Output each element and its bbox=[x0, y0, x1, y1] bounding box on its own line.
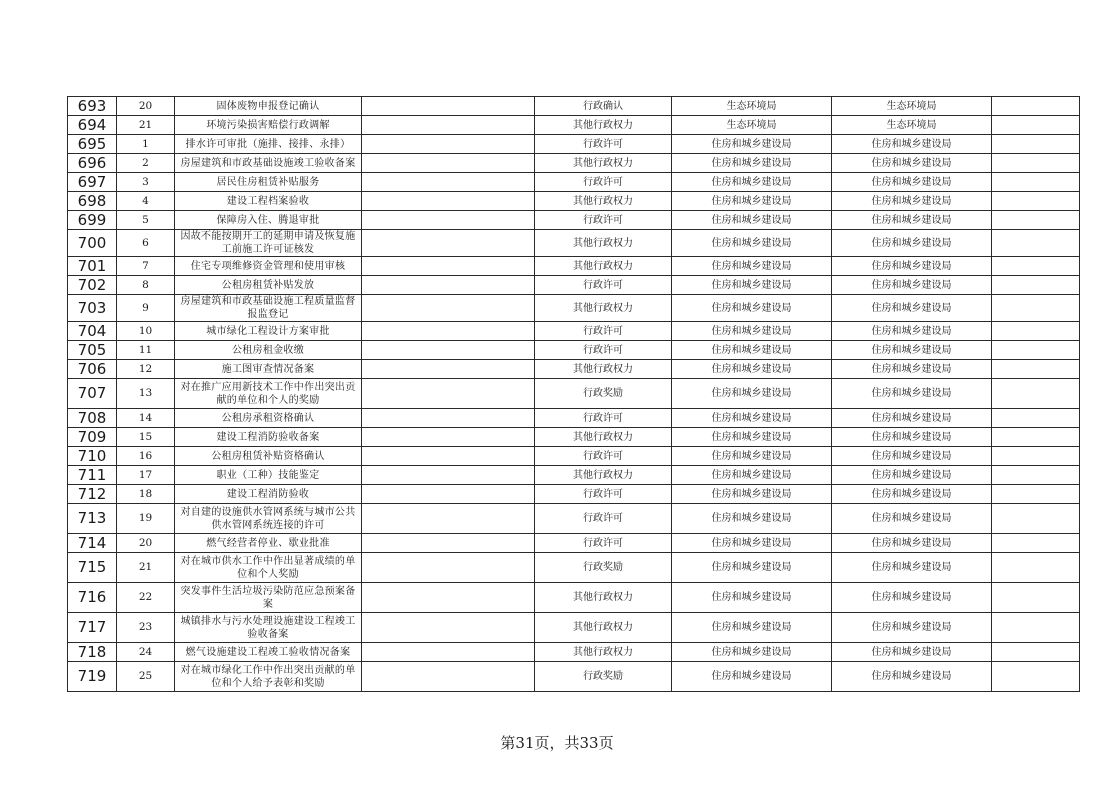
item-name: 燃气经营者停业、歇业批准 bbox=[175, 534, 362, 553]
row-number: 717 bbox=[68, 613, 117, 643]
row-sequence: 10 bbox=[117, 322, 175, 341]
row-number: 693 bbox=[68, 97, 117, 116]
item-name: 燃气设施建设工程竣工验收情况备案 bbox=[175, 643, 362, 662]
remarks bbox=[992, 428, 1080, 447]
responsible-dept: 住房和城乡建设局 bbox=[672, 276, 832, 295]
implementing-dept: 住房和城乡建设局 bbox=[832, 257, 992, 276]
table-row bbox=[68, 662, 1080, 692]
row-number: 696 bbox=[68, 154, 117, 173]
power-type: 其他行政权力 bbox=[535, 643, 672, 662]
item-name: 排水许可审批（施排、接排、永排） bbox=[175, 135, 362, 154]
row-number: 718 bbox=[68, 643, 117, 662]
row-number: 714 bbox=[68, 534, 117, 553]
responsible-dept: 住房和城乡建设局 bbox=[672, 154, 832, 173]
implementing-dept: 住房和城乡建设局 bbox=[832, 211, 992, 230]
remarks bbox=[992, 534, 1080, 553]
item-name: 因故不能按期开工的延期申请及恢复施工前施工许可证核发 bbox=[175, 230, 362, 257]
item-name: 突发事件生活垃圾污染防范应急预案备案 bbox=[175, 583, 362, 613]
table-row bbox=[68, 485, 1080, 504]
item-name: 对在推广应用新技术工作中作出突出贡献的单位和个人的奖励 bbox=[175, 379, 362, 409]
table-row bbox=[68, 341, 1080, 360]
item-name: 施工图审查情况备案 bbox=[175, 360, 362, 379]
remarks bbox=[992, 613, 1080, 643]
row-number: 694 bbox=[68, 116, 117, 135]
page-number-footer: 第31页，共33页 bbox=[500, 734, 614, 752]
implementing-dept: 住房和城乡建设局 bbox=[832, 583, 992, 613]
implementing-dept: 住房和城乡建设局 bbox=[832, 534, 992, 553]
item-name: 环境污染损害赔偿行政调解 bbox=[175, 116, 362, 135]
responsible-dept: 住房和城乡建设局 bbox=[672, 192, 832, 211]
table-row bbox=[68, 409, 1080, 428]
remarks bbox=[992, 97, 1080, 116]
table-row bbox=[68, 230, 1080, 257]
responsible-dept: 住房和城乡建设局 bbox=[672, 135, 832, 154]
row-number: 700 bbox=[68, 230, 117, 257]
row-sequence: 14 bbox=[117, 409, 175, 428]
row-sequence: 25 bbox=[117, 662, 175, 692]
power-type: 行政许可 bbox=[535, 447, 672, 466]
implementing-dept: 住房和城乡建设局 bbox=[832, 613, 992, 643]
item-sub-name bbox=[362, 428, 535, 447]
row-number: 697 bbox=[68, 173, 117, 192]
row-number: 704 bbox=[68, 322, 117, 341]
row-number: 716 bbox=[68, 583, 117, 613]
table-row bbox=[68, 322, 1080, 341]
power-type: 行政许可 bbox=[535, 211, 672, 230]
implementing-dept: 住房和城乡建设局 bbox=[832, 295, 992, 322]
item-sub-name bbox=[362, 135, 535, 154]
responsible-dept: 住房和城乡建设局 bbox=[672, 534, 832, 553]
item-name: 建设工程消防验收备案 bbox=[175, 428, 362, 447]
item-sub-name bbox=[362, 295, 535, 322]
table-row bbox=[68, 257, 1080, 276]
power-type: 行政许可 bbox=[535, 276, 672, 295]
table-row bbox=[68, 447, 1080, 466]
power-type: 行政许可 bbox=[535, 485, 672, 504]
table-row bbox=[68, 192, 1080, 211]
remarks bbox=[992, 485, 1080, 504]
power-type: 行政许可 bbox=[535, 173, 672, 192]
row-number: 698 bbox=[68, 192, 117, 211]
item-name: 对自建的设施供水管网系统与城市公共供水管网系统连接的许可 bbox=[175, 504, 362, 534]
responsible-dept: 住房和城乡建设局 bbox=[672, 447, 832, 466]
item-sub-name bbox=[362, 553, 535, 583]
implementing-dept: 住房和城乡建设局 bbox=[832, 662, 992, 692]
responsible-dept: 住房和城乡建设局 bbox=[672, 341, 832, 360]
power-type: 行政许可 bbox=[535, 534, 672, 553]
item-sub-name bbox=[362, 230, 535, 257]
table-row bbox=[68, 360, 1080, 379]
row-sequence: 9 bbox=[117, 295, 175, 322]
row-sequence: 13 bbox=[117, 379, 175, 409]
item-name: 居民住房租赁补贴服务 bbox=[175, 173, 362, 192]
row-sequence: 21 bbox=[117, 553, 175, 583]
item-sub-name bbox=[362, 504, 535, 534]
item-name: 对在城市供水工作中作出显著成绩的单位和个人奖励 bbox=[175, 553, 362, 583]
power-type: 其他行政权力 bbox=[535, 466, 672, 485]
responsible-dept: 住房和城乡建设局 bbox=[672, 173, 832, 192]
row-number: 706 bbox=[68, 360, 117, 379]
row-sequence: 2 bbox=[117, 154, 175, 173]
remarks bbox=[992, 154, 1080, 173]
implementing-dept: 住房和城乡建设局 bbox=[832, 230, 992, 257]
table-row bbox=[68, 154, 1080, 173]
item-sub-name bbox=[362, 485, 535, 504]
remarks bbox=[992, 360, 1080, 379]
power-type: 其他行政权力 bbox=[535, 116, 672, 135]
row-sequence: 16 bbox=[117, 447, 175, 466]
responsible-dept: 生态环境局 bbox=[672, 97, 832, 116]
remarks bbox=[992, 379, 1080, 409]
power-type: 其他行政权力 bbox=[535, 230, 672, 257]
item-name: 建设工程档案验收 bbox=[175, 192, 362, 211]
responsible-dept: 住房和城乡建设局 bbox=[672, 211, 832, 230]
power-type: 其他行政权力 bbox=[535, 360, 672, 379]
row-sequence: 8 bbox=[117, 276, 175, 295]
power-type: 行政许可 bbox=[535, 341, 672, 360]
power-type: 行政许可 bbox=[535, 504, 672, 534]
implementing-dept: 生态环境局 bbox=[832, 116, 992, 135]
responsible-dept: 住房和城乡建设局 bbox=[672, 583, 832, 613]
responsible-dept: 住房和城乡建设局 bbox=[672, 360, 832, 379]
row-sequence: 1 bbox=[117, 135, 175, 154]
item-sub-name bbox=[362, 583, 535, 613]
item-name: 城市绿化工程设计方案审批 bbox=[175, 322, 362, 341]
row-sequence: 22 bbox=[117, 583, 175, 613]
row-sequence: 7 bbox=[117, 257, 175, 276]
item-sub-name bbox=[362, 466, 535, 485]
table-row bbox=[68, 116, 1080, 135]
row-sequence: 11 bbox=[117, 341, 175, 360]
row-number: 701 bbox=[68, 257, 117, 276]
implementing-dept: 住房和城乡建设局 bbox=[832, 135, 992, 154]
power-type: 其他行政权力 bbox=[535, 428, 672, 447]
item-sub-name bbox=[362, 154, 535, 173]
power-type: 其他行政权力 bbox=[535, 257, 672, 276]
remarks bbox=[992, 341, 1080, 360]
item-sub-name bbox=[362, 192, 535, 211]
item-name: 住宅专项维修资金管理和使用审核 bbox=[175, 257, 362, 276]
implementing-dept: 住房和城乡建设局 bbox=[832, 154, 992, 173]
table-row bbox=[68, 534, 1080, 553]
table-row bbox=[68, 295, 1080, 322]
implementing-dept: 住房和城乡建设局 bbox=[832, 173, 992, 192]
implementing-dept: 住房和城乡建设局 bbox=[832, 360, 992, 379]
remarks bbox=[992, 230, 1080, 257]
table-row bbox=[68, 428, 1080, 447]
item-name: 公租房租赁补贴发放 bbox=[175, 276, 362, 295]
implementing-dept: 住房和城乡建设局 bbox=[832, 504, 992, 534]
power-type: 其他行政权力 bbox=[535, 583, 672, 613]
implementing-dept: 住房和城乡建设局 bbox=[832, 485, 992, 504]
item-name: 房屋建筑和市政基础设施工程质量监督报监登记 bbox=[175, 295, 362, 322]
remarks bbox=[992, 276, 1080, 295]
remarks bbox=[992, 211, 1080, 230]
row-sequence: 21 bbox=[117, 116, 175, 135]
remarks bbox=[992, 322, 1080, 341]
row-number: 702 bbox=[68, 276, 117, 295]
power-type: 行政许可 bbox=[535, 409, 672, 428]
row-sequence: 17 bbox=[117, 466, 175, 485]
implementing-dept: 住房和城乡建设局 bbox=[832, 643, 992, 662]
item-name: 职业（工种）技能鉴定 bbox=[175, 466, 362, 485]
item-name: 公租房承租资格确认 bbox=[175, 409, 362, 428]
implementing-dept: 住房和城乡建设局 bbox=[832, 553, 992, 583]
item-sub-name bbox=[362, 211, 535, 230]
item-name: 房屋建筑和市政基础设施竣工验收备案 bbox=[175, 154, 362, 173]
responsible-dept: 住房和城乡建设局 bbox=[672, 322, 832, 341]
item-sub-name bbox=[362, 613, 535, 643]
table-row bbox=[68, 613, 1080, 643]
row-sequence: 5 bbox=[117, 211, 175, 230]
implementing-dept: 生态环境局 bbox=[832, 97, 992, 116]
responsible-dept: 住房和城乡建设局 bbox=[672, 643, 832, 662]
item-sub-name bbox=[362, 341, 535, 360]
implementing-dept: 住房和城乡建设局 bbox=[832, 409, 992, 428]
row-sequence: 4 bbox=[117, 192, 175, 211]
row-sequence: 3 bbox=[117, 173, 175, 192]
row-sequence: 20 bbox=[117, 97, 175, 116]
implementing-dept: 住房和城乡建设局 bbox=[832, 322, 992, 341]
responsible-dept: 住房和城乡建设局 bbox=[672, 662, 832, 692]
table-row bbox=[68, 466, 1080, 485]
item-name: 公租房租金收缴 bbox=[175, 341, 362, 360]
table-row bbox=[68, 173, 1080, 192]
item-name: 城镇排水与污水处理设施建设工程竣工验收备案 bbox=[175, 613, 362, 643]
responsible-dept: 住房和城乡建设局 bbox=[672, 485, 832, 504]
remarks bbox=[992, 662, 1080, 692]
power-type: 其他行政权力 bbox=[535, 613, 672, 643]
item-sub-name bbox=[362, 116, 535, 135]
remarks bbox=[992, 583, 1080, 613]
remarks bbox=[992, 504, 1080, 534]
responsible-dept: 住房和城乡建设局 bbox=[672, 379, 832, 409]
remarks bbox=[992, 295, 1080, 322]
remarks bbox=[992, 409, 1080, 428]
power-type: 行政确认 bbox=[535, 97, 672, 116]
responsible-dept: 生态环境局 bbox=[672, 116, 832, 135]
row-number: 710 bbox=[68, 447, 117, 466]
implementing-dept: 住房和城乡建设局 bbox=[832, 276, 992, 295]
power-type: 其他行政权力 bbox=[535, 295, 672, 322]
row-number: 715 bbox=[68, 553, 117, 583]
responsible-dept: 住房和城乡建设局 bbox=[672, 295, 832, 322]
table-row bbox=[68, 379, 1080, 409]
table-row bbox=[68, 211, 1080, 230]
item-sub-name bbox=[362, 534, 535, 553]
remarks bbox=[992, 135, 1080, 154]
item-sub-name bbox=[362, 447, 535, 466]
row-number: 719 bbox=[68, 662, 117, 692]
table-row bbox=[68, 504, 1080, 534]
power-type: 其他行政权力 bbox=[535, 154, 672, 173]
item-sub-name bbox=[362, 322, 535, 341]
remarks bbox=[992, 466, 1080, 485]
implementing-dept: 住房和城乡建设局 bbox=[832, 466, 992, 485]
power-type: 行政许可 bbox=[535, 322, 672, 341]
item-name: 固体废物申报登记确认 bbox=[175, 97, 362, 116]
power-type: 其他行政权力 bbox=[535, 192, 672, 211]
table-row bbox=[68, 135, 1080, 154]
item-sub-name bbox=[362, 173, 535, 192]
row-sequence: 18 bbox=[117, 485, 175, 504]
power-type: 行政奖励 bbox=[535, 379, 672, 409]
table-row bbox=[68, 583, 1080, 613]
row-number: 703 bbox=[68, 295, 117, 322]
remarks bbox=[992, 116, 1080, 135]
remarks bbox=[992, 192, 1080, 211]
responsible-dept: 住房和城乡建设局 bbox=[672, 613, 832, 643]
remarks bbox=[992, 257, 1080, 276]
row-sequence: 20 bbox=[117, 534, 175, 553]
responsible-dept: 住房和城乡建设局 bbox=[672, 257, 832, 276]
implementing-dept: 住房和城乡建设局 bbox=[832, 428, 992, 447]
row-number: 699 bbox=[68, 211, 117, 230]
item-sub-name bbox=[362, 662, 535, 692]
responsible-dept: 住房和城乡建设局 bbox=[672, 428, 832, 447]
row-sequence: 19 bbox=[117, 504, 175, 534]
item-sub-name bbox=[362, 276, 535, 295]
responsible-dept: 住房和城乡建设局 bbox=[672, 230, 832, 257]
item-sub-name bbox=[362, 643, 535, 662]
table-row bbox=[68, 97, 1080, 116]
item-name: 对在城市绿化工作中作出突出贡献的单位和个人给予表彰和奖励 bbox=[175, 662, 362, 692]
item-name: 保障房入住、腾退审批 bbox=[175, 211, 362, 230]
responsible-dept: 住房和城乡建设局 bbox=[672, 553, 832, 583]
row-sequence: 12 bbox=[117, 360, 175, 379]
remarks bbox=[992, 173, 1080, 192]
item-sub-name bbox=[362, 97, 535, 116]
row-number: 709 bbox=[68, 428, 117, 447]
row-sequence: 24 bbox=[117, 643, 175, 662]
responsible-dept: 住房和城乡建设局 bbox=[672, 466, 832, 485]
row-number: 708 bbox=[68, 409, 117, 428]
row-number: 705 bbox=[68, 341, 117, 360]
row-number: 712 bbox=[68, 485, 117, 504]
implementing-dept: 住房和城乡建设局 bbox=[832, 379, 992, 409]
row-number: 707 bbox=[68, 379, 117, 409]
remarks bbox=[992, 553, 1080, 583]
implementing-dept: 住房和城乡建设局 bbox=[832, 192, 992, 211]
table-row bbox=[68, 276, 1080, 295]
remarks bbox=[992, 643, 1080, 662]
power-type: 行政许可 bbox=[535, 135, 672, 154]
row-number: 713 bbox=[68, 504, 117, 534]
row-sequence: 23 bbox=[117, 613, 175, 643]
item-name: 公租房租赁补贴资格确认 bbox=[175, 447, 362, 466]
item-sub-name bbox=[362, 360, 535, 379]
responsible-dept: 住房和城乡建设局 bbox=[672, 409, 832, 428]
item-sub-name bbox=[362, 409, 535, 428]
remarks bbox=[992, 447, 1080, 466]
item-sub-name bbox=[362, 257, 535, 276]
row-number: 711 bbox=[68, 466, 117, 485]
table-row bbox=[68, 643, 1080, 662]
item-sub-name bbox=[362, 379, 535, 409]
row-sequence: 6 bbox=[117, 230, 175, 257]
power-list-table bbox=[67, 96, 1080, 692]
implementing-dept: 住房和城乡建设局 bbox=[832, 341, 992, 360]
row-number: 695 bbox=[68, 135, 117, 154]
table-body bbox=[68, 97, 1080, 692]
table-row bbox=[68, 553, 1080, 583]
power-type: 行政奖励 bbox=[535, 662, 672, 692]
implementing-dept: 住房和城乡建设局 bbox=[832, 447, 992, 466]
item-name: 建设工程消防验收 bbox=[175, 485, 362, 504]
responsible-dept: 住房和城乡建设局 bbox=[672, 504, 832, 534]
power-type: 行政奖励 bbox=[535, 553, 672, 583]
row-sequence: 15 bbox=[117, 428, 175, 447]
